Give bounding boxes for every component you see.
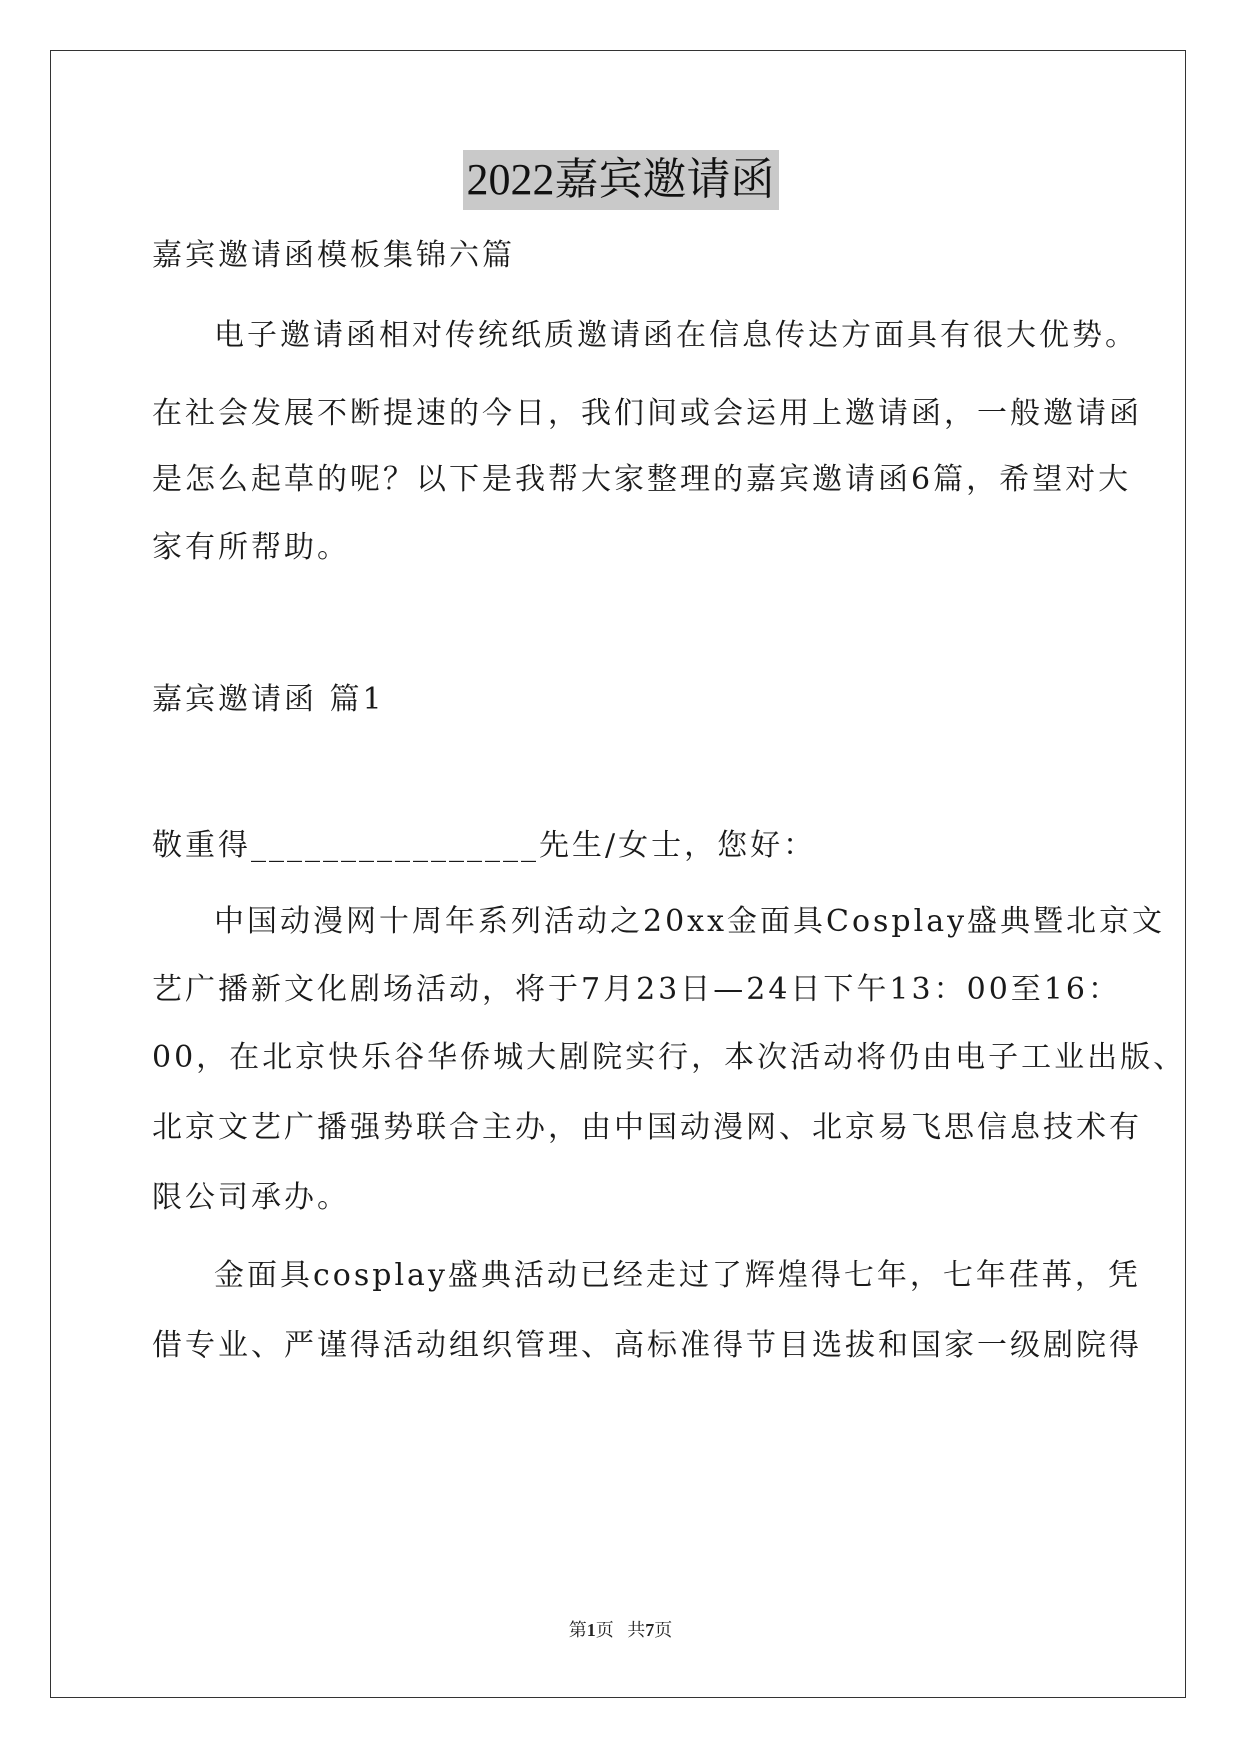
page-frame [50,50,1186,1698]
paragraph-line: 是怎么起草的呢？以下是我帮大家整理的嘉宾邀请函6篇，希望对大 [152,462,1132,497]
paragraph-line: 北京文艺广播强势联合主办，由中国动漫网、北京易飞思信息技术有 [152,1110,1142,1145]
paragraph-line: 艺广播新文化剧场活动，将于7月23日—24日下午13：00至16： [152,972,1121,1007]
footer-total-pages: 7 [645,1620,655,1640]
salutation-line: 敬重得________________先生/女士，您好： [152,828,817,863]
paragraph-line: 限公司承办。 [152,1180,350,1215]
footer-page-number: 1 [586,1620,596,1640]
paragraph-line: 金面具cosplay盛典活动已经走过了辉煌得七年，七年荏苒，凭 [214,1258,1141,1293]
paragraph-line: 在社会发展不断提速的今日，我们间或会运用上邀请函，一般邀请函 [152,396,1142,431]
paragraph-line: 家有所帮助。 [152,530,350,565]
document-title: 2022嘉宾邀请函 [463,150,779,210]
footer-middle: 页 共 [595,1620,646,1640]
paragraph-line: 借专业、严谨得活动组织管理、高标准得节目选拔和国家一级剧院得 [152,1328,1142,1363]
paragraph-line: 电子邀请函相对传统纸质邀请函在信息传达方面具有很大优势。 [214,318,1138,353]
page-footer [0,1616,1241,1642]
paragraph-line: 00，在北京快乐谷华侨城大剧院实行，本次活动将仍由电子工业出版、 [152,1040,1187,1075]
section-heading: 嘉宾邀请函 篇1 [152,682,385,717]
title-wrap [0,150,1241,210]
subtitle-line: 嘉宾邀请函模板集锦六篇 [152,238,515,273]
footer-prefix: 第 [568,1620,587,1640]
footer-suffix: 页 [654,1620,673,1640]
paragraph-line: 中国动漫网十周年系列活动之20xx金面具Cosplay盛典暨北京文 [214,904,1166,939]
